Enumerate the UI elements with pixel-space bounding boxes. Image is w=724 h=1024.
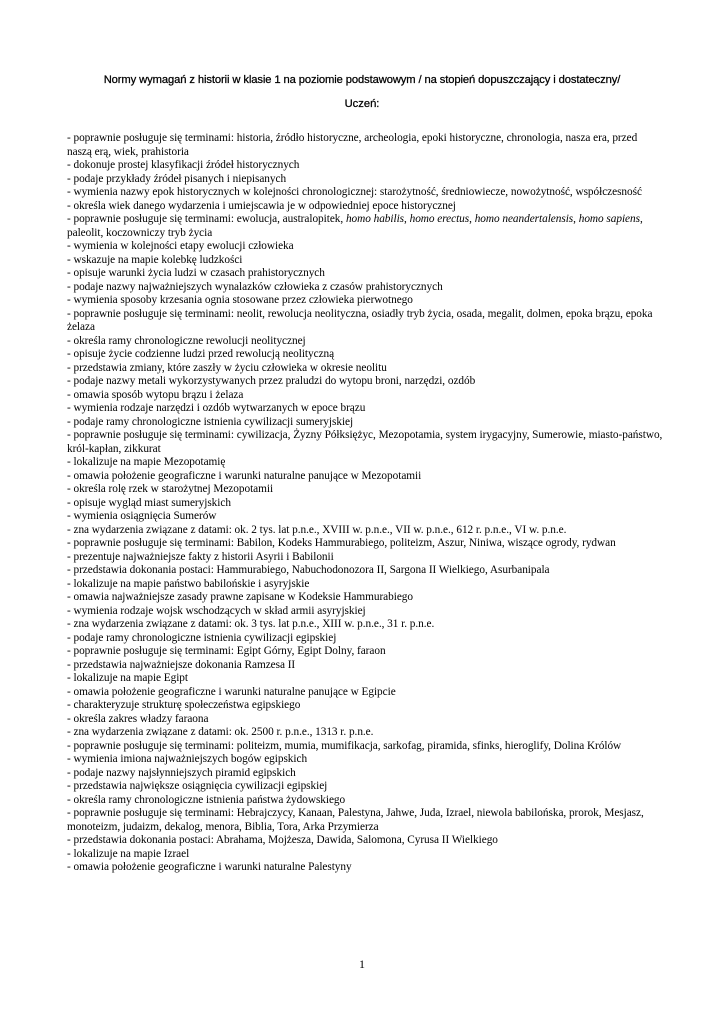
requirement-text: - charakteryzuje strukturę społeczeństwa egipskiego (67, 699, 301, 711)
latin-term: homo habilis (345, 213, 405, 225)
requirement-text: - omawia położenie geograficzne i warunki naturalne panujące w Egipcie (67, 685, 396, 698)
requirement-item (67, 213, 663, 240)
requirement-text: - przedstawia zmiany, które zaszły w życiu człowieka w okresie neolitu (67, 361, 387, 374)
requirement-item (67, 605, 663, 619)
requirement-text: - zna wydarzenia związane z datami: ok. 3 tys. lat p.n.e., XIII w. p.n.e., 31 r. p.n.e. (67, 618, 435, 630)
requirement-item (67, 308, 663, 335)
requirement-text: - podaje ramy chronologiczne istnienia cywilizacji sumeryjskiej (67, 415, 354, 428)
requirement-item (67, 470, 663, 484)
requirement-item (67, 200, 663, 214)
requirement-text: , paleolit, koczowniczy tryb życia (67, 213, 643, 239)
requirement-item (67, 713, 663, 727)
requirement-item (67, 254, 663, 268)
requirement-item (67, 551, 663, 565)
document-title: Normy wymagań z historii w klasie 1 na poziomie podstawowym / na stopień dopuszczający i dostateczny/ (103, 74, 621, 86)
requirement-text: - dokonuje prostej klasyfikacji źródeł historycznych (67, 159, 300, 171)
requirement-text: - przedstawia dokonania postaci: Hammurabiego, Nabuchodonozora II, Sargona II Wielkiego, Asurbanipala (67, 564, 550, 576)
requirement-text: - przedstawia dokonania postaci: Abrahama, Mojżesza, Dawida, Salomona, Cyrusa II Wielkiego (67, 834, 498, 846)
latin-term: homo sapiens (578, 213, 640, 225)
requirement-item (67, 240, 663, 254)
requirement-text: - wymienia osiągnięcia Sumerów (67, 510, 217, 522)
requirement-text: - zna wydarzenia związane z datami: ok. 2 tys. lat p.n.e., XVIII w. p.n.e., VII w. p.n.e., 612 r. p.n.e., VI w. p.n.e. (67, 523, 567, 536)
requirement-text: - określa ramy chronologiczne istnienia państwa żydowskiego (67, 793, 346, 806)
requirement-text: - opisuje warunki życia ludzi w czasach prahistorycznych (67, 267, 325, 279)
requirement-text: - lokalizuje na mapie Izrael (67, 847, 190, 860)
requirement-item (67, 159, 663, 173)
latin-term: homo neandertalensis (474, 213, 574, 225)
requirement-item (67, 416, 663, 430)
requirement-text: - określa wiek danego wydarzenia i umiejscawia je w odpowiedniej epoce historycznej (67, 199, 456, 212)
requirement-text: - przedstawia najważniejsze dokonania Ramzesa II (67, 658, 296, 671)
requirement-item (67, 834, 663, 848)
requirement-item (67, 132, 663, 159)
requirement-text: - podaje nazwy metali wykorzystywanych przez praludzi do wytopu broni, narzędzi, ozdób (67, 375, 476, 387)
requirement-item (67, 524, 663, 538)
requirement-text: - wymienia w kolejności etapy ewolucji człowieka (67, 240, 294, 252)
requirement-item (67, 389, 663, 403)
document-subtitle: Uczeń: (344, 98, 380, 110)
requirement-text: - poprawnie posługuje się terminami: Hebrajczycy, Kanaan, Palestyna, Jahwe, Juda, Izrael, niewola babilońska, prorok, Mesjasz, monoteizm, judaizm, dekalog, menora, Biblia, Tora, Arka Przymierza (67, 807, 644, 833)
requirement-item (67, 456, 663, 470)
requirements-list (67, 132, 663, 875)
requirement-item (67, 591, 663, 605)
requirement-text: - omawia położenie geograficzne i warunki naturalne panujące w Mezopotamii (67, 469, 422, 482)
requirement-text: - wymienia sposoby krzesania ognia stosowane przez człowieka pierwotnego (67, 294, 413, 306)
requirement-item (67, 861, 663, 875)
requirement-text: - zna wydarzenia związane z datami: ok. 2500 r. p.n.e., 1313 r. p.n.e. (67, 726, 374, 738)
requirement-item (67, 753, 663, 767)
requirement-text: - opisuje życie codzienne ludzi przed rewolucją neolityczną (67, 348, 335, 360)
requirement-item (67, 267, 663, 281)
requirement-item (67, 578, 663, 592)
requirement-text: , (469, 213, 475, 225)
requirement-text: - poprawnie posługuje się terminami: historia, źródło historyczne, archeologia, epoki historyczne, chronologia, nasza era, przed naszą erą, wiek, prahistoria (67, 132, 638, 158)
requirement-text: - wymienia imiona najważniejszych bogów egipskich (67, 753, 308, 765)
requirement-text: - prezentuje najważniejsze fakty z historii Asyrii i Babilonii (67, 550, 334, 563)
requirement-text: - opisuje wygląd miast sumeryjskich (67, 496, 231, 509)
requirement-item (67, 780, 663, 794)
requirement-text: - poprawnie posługuje się terminami: ewolucja, australopitek, (67, 213, 346, 225)
requirement-item (67, 564, 663, 578)
requirement-item (67, 767, 663, 781)
requirement-item (67, 672, 663, 686)
requirement-text: - omawia najważniejsze zasady prawne zapisane w Kodeksie Hammurabiego (67, 591, 413, 603)
requirement-item (67, 699, 663, 713)
requirement-item (67, 659, 663, 673)
requirement-item (67, 402, 663, 416)
requirement-text: - określa rolę rzek w starożytnej Mezopotamii (67, 483, 274, 495)
requirement-text: - poprawnie posługuje się terminami: cywilizacja, Żyzny Półksiężyc, Mezopotamia, system irygacyjny, Sumerowie, miasto-państwo, król-kapłan, zikkurat (67, 429, 663, 455)
requirement-text: - lokalizuje na mapie Mezopotamię (67, 456, 226, 468)
requirement-text: - wymienia nazwy epok historycznych w kolejności chronologicznej: starożytność, średniowiecze, nowożytność, współczesność (67, 186, 642, 198)
requirement-text: - omawia sposób wytopu brązu i żelaza (67, 388, 244, 401)
requirement-text: - wymienia rodzaje narzędzi i ozdób wytwarzanych w epoce brązu (67, 402, 366, 414)
requirement-item (67, 686, 663, 700)
requirement-item (67, 294, 663, 308)
requirement-text: - określa ramy chronologiczne rewolucji neolitycznej (67, 334, 306, 347)
requirement-text: - podaje nazwy najsłynniejszych piramid egipskich (67, 766, 296, 779)
requirement-text: - poprawnie posługuje się terminami: Babilon, Kodeks Hammurabiego, politeizm, Aszur, Niniwa, wiszące ogrody, rydwan (67, 537, 616, 549)
requirement-text: - podaje ramy chronologiczne istnienia cywilizacji egipskiej (67, 631, 337, 644)
requirement-item (67, 281, 663, 295)
requirement-text: - podaje nazwy najważniejszych wynalazków człowieka z czasów prahistorycznych (67, 280, 443, 293)
requirement-text: - poprawnie posługuje się terminami: politeizm, mumia, mumifikacja, sarkofag, piramida, sfinks, hieroglify, Dolina Królów (67, 739, 622, 752)
requirement-item (67, 348, 663, 362)
requirement-text: , (573, 213, 579, 225)
requirement-item (67, 794, 663, 808)
requirement-text: - podaje przykłady źródeł pisanych i niepisanych (67, 172, 287, 185)
requirement-text: - wskazuje na mapie kolebkę ludzkości (67, 253, 243, 266)
requirement-item (67, 632, 663, 646)
page-number: 1 (359, 957, 365, 971)
requirement-item (67, 173, 663, 187)
requirement-item (67, 362, 663, 376)
requirement-item (67, 186, 663, 200)
requirement-item (67, 497, 663, 511)
requirement-text: , (404, 213, 410, 225)
requirement-item (67, 618, 663, 632)
requirement-text: - omawia położenie geograficzne i warunki naturalne Palestyny (67, 861, 352, 873)
requirement-item (67, 807, 663, 834)
requirement-text: - przedstawia największe osiągnięcia cywilizacji egipskiej (67, 780, 328, 792)
requirement-item (67, 510, 663, 524)
requirement-item (67, 429, 663, 456)
requirement-item (67, 726, 663, 740)
requirement-item (67, 740, 663, 754)
requirement-item (67, 335, 663, 349)
requirement-text: - poprawnie posługuje się terminami: neolit, rewolucja neolityczna, osiadły tryb życia, osada, megalit, dolmen, epoka brązu, epoka żelaza (67, 307, 653, 333)
requirement-text: - wymienia rodzaje wojsk wschodzących w skład armii asyryjskiej (67, 604, 366, 617)
requirement-item (67, 645, 663, 659)
requirement-item (67, 537, 663, 551)
requirement-text: - poprawnie posługuje się terminami: Egipt Górny, Egipt Dolny, faraon (67, 645, 386, 657)
requirement-item (67, 483, 663, 497)
requirement-item (67, 848, 663, 862)
requirement-item (67, 375, 663, 389)
latin-term: homo erectus (409, 213, 470, 225)
requirement-text: - lokalizuje na mapie państwo babilońskie i asyryjskie (67, 577, 310, 590)
requirement-text: - lokalizuje na mapie Egipt (67, 672, 188, 684)
requirement-text: - określa zakres władzy faraona (67, 712, 209, 725)
